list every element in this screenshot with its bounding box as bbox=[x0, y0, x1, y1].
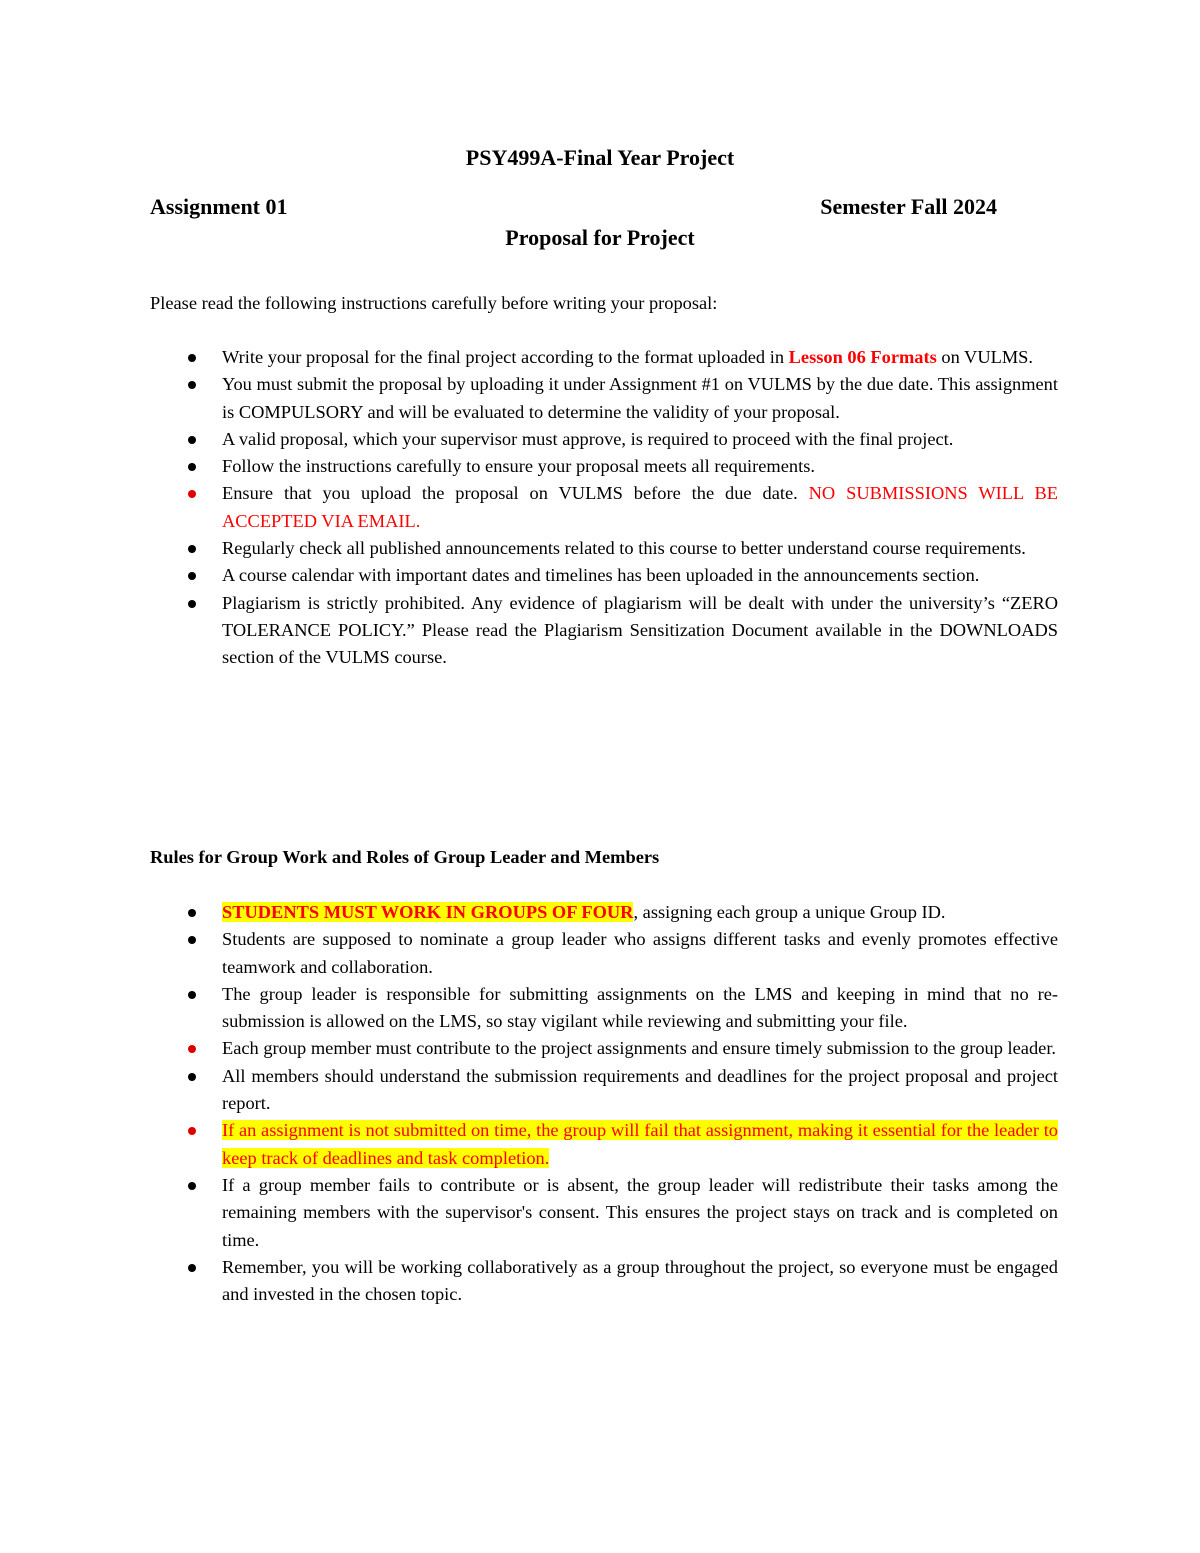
bullet-icon bbox=[188, 1182, 196, 1190]
semester-label: Semester Fall 2024 bbox=[820, 194, 997, 219]
list-item: Follow the instructions carefully to ensure your proposal meets all requirements. bbox=[0, 453, 1058, 480]
bullet-icon bbox=[188, 1073, 196, 1081]
list-item: Regularly check all published announcements related to this course to better understand course requirements. bbox=[0, 535, 1058, 562]
bullet-icon bbox=[188, 463, 196, 471]
bullet-icon bbox=[188, 381, 196, 389]
list-item: Each group member must contribute to the project assignments and ensure timely submission to the group leader. bbox=[0, 1035, 1058, 1062]
bullet-icon bbox=[188, 600, 196, 608]
group-rules-heading: Rules for Group Work and Roles of Group Leader and Members bbox=[150, 847, 660, 867]
bullet-icon bbox=[188, 572, 196, 580]
instructions-list bbox=[0, 344, 1058, 672]
lesson-formats-reference: Lesson 06 Formats bbox=[788, 347, 937, 367]
bullet-icon bbox=[188, 490, 196, 498]
list-item: Plagiarism is strictly prohibited. Any evidence of plagiarism will be dealt with under the university’s “ZERO TOLERANCE POLICY.” Please read the Plagiarism Sensitization Document available in the DOWNLOADS section of the VULMS course. bbox=[0, 590, 1058, 672]
bullet-icon bbox=[188, 436, 196, 444]
late-submission-warning: If an assignment is not submitted on time, the group will fail that assignment, making it essential for the leader to keep track of deadlines and task completion. bbox=[222, 1120, 1058, 1168]
bullet-icon bbox=[188, 909, 196, 917]
list-item: The group leader is responsible for submitting assignments on the LMS and keeping in mind that no re-submission is allowed on the LMS, so stay vigilant while reviewing and submitting your file. bbox=[0, 981, 1058, 1036]
list-item bbox=[0, 1117, 1058, 1172]
bullet-icon bbox=[188, 354, 196, 362]
list-item: Ensure that you upload the proposal on VULMS before the due date. NO SUBMISSIONS WILL BE ACCEPTED VIA EMAIL. bbox=[0, 480, 1058, 535]
document-subtitle: Proposal for Project bbox=[505, 225, 695, 250]
list-item: All members should understand the submission requirements and deadlines for the project proposal and project report. bbox=[0, 1063, 1058, 1118]
list-item: A course calendar with important dates and timelines has been uploaded in the announcements section. bbox=[0, 562, 1058, 589]
intro-paragraph: Please read the following instructions carefully before writing your proposal: bbox=[150, 293, 718, 313]
list-item: Students are supposed to nominate a group leader who assigns different tasks and evenly promotes effective teamwork and collaboration. bbox=[0, 926, 1058, 981]
list-item: If a group member fails to contribute or is absent, the group leader will redistribute their tasks among the remaining members with the supervisor's consent. This ensures the project stays on track and is completed on time. bbox=[0, 1172, 1058, 1254]
bullet-icon bbox=[188, 936, 196, 944]
bullet-icon bbox=[188, 1045, 196, 1053]
assignment-label: Assignment 01 bbox=[150, 194, 288, 219]
bullet-icon bbox=[188, 1264, 196, 1272]
bullet-icon bbox=[188, 545, 196, 553]
course-title: PSY499A-Final Year Project bbox=[465, 145, 735, 170]
group-size-rule: STUDENTS MUST WORK IN GROUPS OF FOUR bbox=[222, 902, 634, 922]
list-item: Write your proposal for the final project according to the format uploaded in Lesson 06 Formats on VULMS. bbox=[0, 344, 1058, 371]
list-item: Remember, you will be working collaboratively as a group throughout the project, so everyone must be engaged and invested in the chosen topic. bbox=[0, 1254, 1058, 1309]
list-item: You must submit the proposal by uploading it under Assignment #1 on VULMS by the due date. This assignment is COMPULSORY and will be evaluated to determine the validity of your proposal. bbox=[0, 371, 1058, 426]
bullet-icon bbox=[188, 991, 196, 999]
list-item: A valid proposal, which your supervisor must approve, is required to proceed with the final project. bbox=[0, 426, 1058, 453]
bullet-icon bbox=[188, 1127, 196, 1135]
no-email-warning: NO SUBMISSIONS WILL BE ACCEPTED VIA EMAIL. bbox=[222, 483, 1059, 531]
list-item: STUDENTS MUST WORK IN GROUPS OF FOUR, assigning each group a unique Group ID. bbox=[0, 899, 1058, 926]
group-rules-list bbox=[0, 899, 1058, 1308]
